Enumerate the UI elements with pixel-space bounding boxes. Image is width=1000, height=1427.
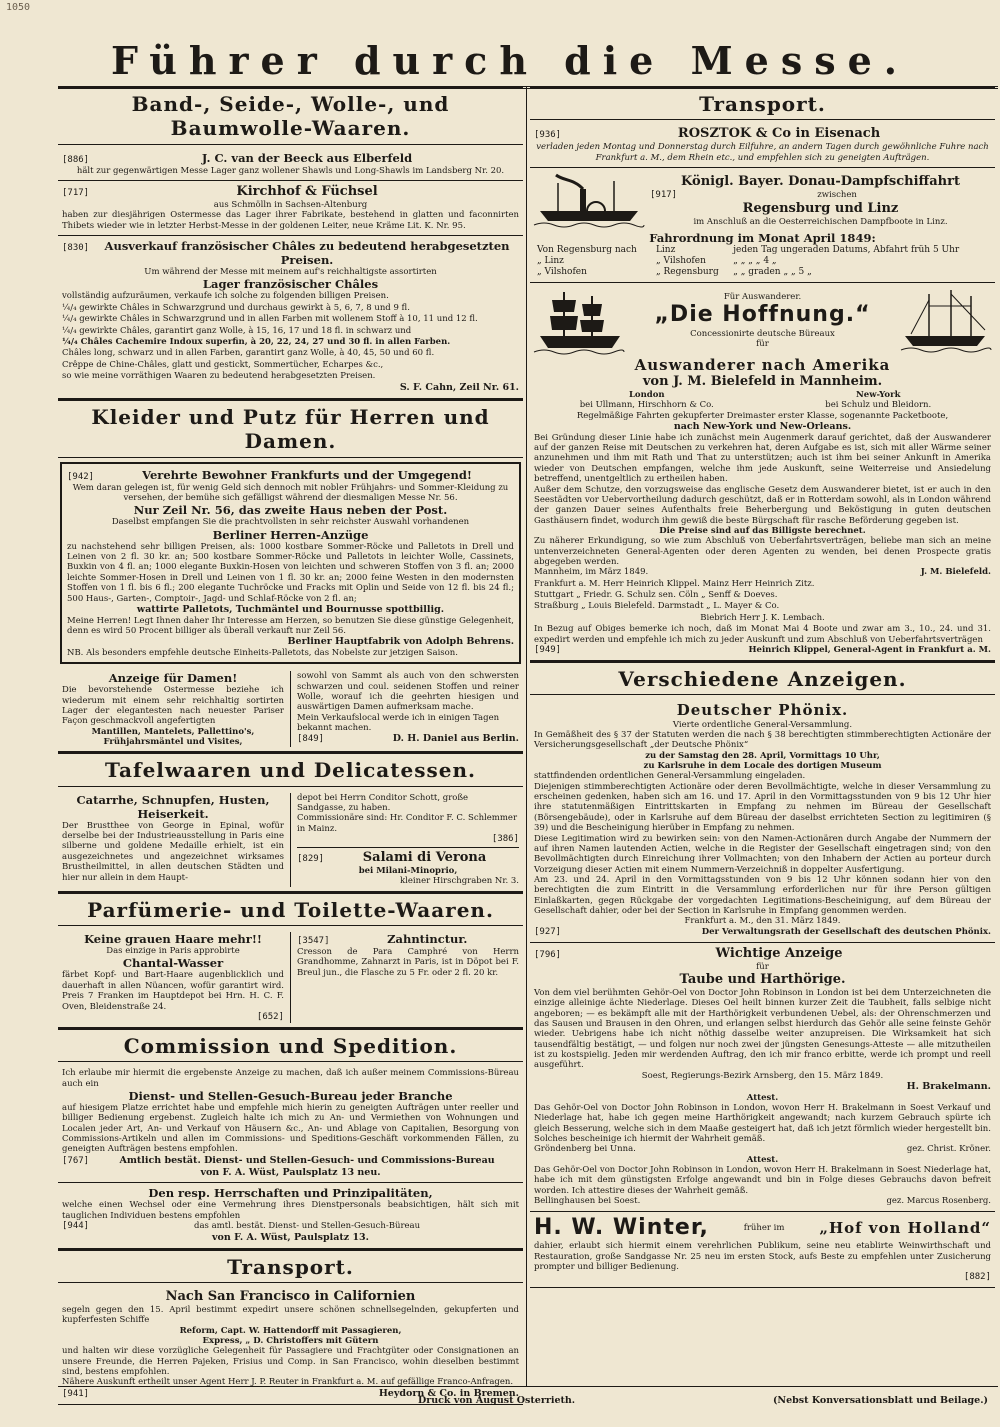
ad-text: Ich erlaube mir hiermit die ergebenste Anzeige zu machen, daß ich außer meinem Commissions-Büreau auch ein — [62, 1068, 519, 1089]
ad-heading: „Die Hoffnung.“ — [654, 302, 871, 328]
ad-heading: Zahntinctur. — [387, 932, 468, 947]
ad-text: Wem daran gelegen ist, für wenig Geld sich dennoch mit nobler Frühjahrs- und Sommer-Kleidung zu versehen, der bemühe sich gefälligst während der diesmaligen Messe Nr. 56. — [72, 482, 509, 504]
ad-text: zwischen — [817, 190, 857, 201]
ad-text: In Bezug auf Obiges bemerke ich noch, daß im Monat Mai 4 Boote und zwar am 3., 10., 24. und 31. expedirt werden und empfehle ich mich zu jeder Auskunft und zum Abschluß von Ueberfahrtsverträgen — [534, 624, 991, 645]
agent-list — [534, 579, 991, 623]
ad-number: [3547] — [297, 936, 330, 947]
ad-signature: Der Verwaltungsrath der Gesellschaft des deutschen Phönix. — [701, 926, 991, 937]
right-column — [530, 86, 995, 1386]
schedule-cell: jeden Tag ungeraden Datums, Abfahrt früh 5 Uhr — [733, 244, 960, 255]
section-title-textiles: Band-, Seide-, Wolle-, und Baumwolle-Waaren. — [58, 86, 523, 145]
ad-catarrh — [62, 793, 284, 887]
ad-text: zu nachstehend sehr billigen Preisen, als: 1000 kostbare Sommer-Röcke und Palletots in Drell und Leinen von 2 fl. 30 kr. an; 500 kostbare Sommer-Röcke und Palletots in leichter Wolle, Cassinets, Buxkin von 4 fl. an; 1000 elegante Buxkin-Hosen von leichten und schweren Stoffen von 3 fl. an; 2000 leichte Sommer-Hosen in Drell und Leinen von 1 fl. 30 kr. an; 2000 feine Westen in den modernsten Stoffen von 1 fl. bis 6 fl.; 200 elegante Tuchröcke und Fracks mit Oplin und Seide von 12 fl. bis 24 fl.; 500 Haus-, Garten-, Comptoir-, Jagd- und Schlaf-Röcke von 2 fl. an; — [67, 541, 514, 604]
price-line: so wie meine vorräthigen Waaren zu bedeutend herabgesetzten Preisen. — [62, 370, 376, 381]
ad-number: [917] — [650, 190, 678, 201]
ad-text: früher im — [743, 1222, 785, 1233]
price-line: ¼/₄ gewirkte Châles in Schwarzgrund und in allen Farben mit wollenem Stoff à 10, 11 und 12 fl. — [62, 314, 478, 325]
ad-text: segeln gegen den 15. April bestimmt expedirt unsere schönen schnellsegelnden, gekupferten und kupferfesten Schiffe — [62, 1304, 519, 1326]
ad-hoffnung — [530, 283, 995, 661]
ad-heading: Wichtige Anzeige — [715, 945, 843, 961]
ad-number: [652] — [256, 1011, 284, 1022]
ad-text: dahier, erlaubt sich hiermit einem verehrlichen Publikum, seine neu etablirte Weinwirthschaft und Restauration, große Sandgasse Nr. 25 neu im ersten Stock, aufs Beste zu empfehlen unter Zusicherung prompter und billiger Bedienung. — [534, 1241, 991, 1273]
ad-number: [849] — [297, 734, 325, 745]
column-divider — [526, 86, 527, 1386]
price-line: ¼/₄ gewirkte Châles, garantirt ganz Wolle, à 15, 16, 17 und 18 fl. in schwarz und — [62, 325, 412, 336]
ad-text: verladen jeden Montag und Donnerstag durch Eilfuhre, an andern Tagen durch gewöhnliche Fuhre nach Frankfurt a. M., dem Rhein etc., und empfehlen sich zu geneigten Aufträgen. — [536, 142, 989, 163]
schedule-cell: „ Regensburg — [655, 266, 719, 277]
ad-zahn — [290, 932, 519, 1023]
price-list — [62, 303, 519, 382]
ad-donau — [530, 168, 995, 283]
ad-heading: Salami di Verona — [362, 850, 487, 866]
section-title-commission: Commission und Spedition. — [58, 1028, 523, 1062]
ad-subheading: „Hof von Holland“ — [819, 1218, 991, 1237]
schedule-cell: „ „ „ „ 4 „ — [733, 255, 777, 266]
ad-wuest-2 — [58, 1183, 523, 1248]
ad-text: Die bevorstehende Ostermesse beziehe ich wiederum mit einem sehr reichhaltig sortirten Lager der elegantesten nach neuester Pariser Façon geschmackvoll angefertigten — [62, 685, 284, 727]
ad-text: Von dem viel berühmten Gehör-Oel von Doctor John Robinson in London ist bei dem Unterzeichneten die einzige alleinige ächte Niederlage. Dieses Oel heilt binnen kurzer Zeit die Taubheit, falls selbige nicht angeboren; — es bekämpft alle mit der Harthörigkeit verbundenen Uebel, als: der Ohrenschmerzen und das Sausen und Brausen in den Ohren, und erlangen selbst hierdurch das Gehör alle seine feinste Gehör wieder. Uebrigens habe ich nicht nöthig dasselbe weiter anzupreisen. Die Wirksamkeit hat sich tausendfältig bestätigt, — und folgen nur noch zwei der jüngsten Genesungs-Atteste — alle mitzutheilen ist zu kostspielig. Jeden mir werdenden Auftrag, den ich mir franco erbitte, werde ich prompt und reell ausgeführt. — [534, 987, 991, 1071]
ad-text: Mein Verkaufslocal werde ich in einigen Tagen bekannt machen. — [297, 712, 500, 733]
ad-number: [927] — [534, 926, 562, 937]
ad-heading: Kirchhof & Füchsel — [236, 184, 378, 200]
ad-text: Regelmäßige Fahrten gekupferter Dreimaster erster Klasse, sogenannte Packetboote, — [576, 410, 949, 421]
ad-text: im Anschluß an die Oesterreichischen Dampfboote in Linz. — [693, 217, 948, 228]
agent-city: New-York — [856, 390, 901, 401]
ad-number: [942] — [67, 471, 95, 482]
ad-perfumery — [58, 929, 523, 1028]
ad-text: Daselbst empfangen Sie die prachtvollsten in sehr reichster Auswahl vorhandenen — [111, 517, 470, 528]
ad-signature: von F. A. Wüst, Paulsplatz 13. — [212, 1232, 369, 1244]
ad-text: Cresson de Para Camphré von Herrn Grandhomme, Zahnarzt in Paris, ist in Döpot bei F. Breul jun., die Flasche zu 5 Fr. oder 2 fl. 20 kr. — [297, 947, 519, 978]
ad-cahn — [58, 236, 523, 399]
ad-heading: Ausverkauf französischer Châles zu bedeutend herabgesetzten Preisen. — [104, 239, 510, 268]
ad-text: für — [756, 339, 769, 350]
ad-subheading: Auswanderer nach Amerika — [634, 355, 891, 374]
printer-imprint: Druck von August Osterrieth. — [418, 1395, 576, 1406]
sailing-ship-left-icon — [534, 286, 624, 356]
schedule-row — [534, 256, 991, 267]
ad-number: [796] — [534, 949, 562, 960]
ship-line: Reform, Capt. W. Hattendorff mit Passagieren, — [179, 1325, 402, 1336]
ad-daniel-right — [290, 671, 519, 747]
sailing-ship-right-icon — [901, 286, 991, 356]
section-title-transport-right: Transport. — [530, 86, 995, 120]
ad-heading: J. C. van der Beeck aus Elberfeld — [201, 150, 413, 165]
ad-text: Concessionirte deutsche Büreaux — [690, 329, 835, 340]
schedule-heading: Fahrordnung im Monat April 1849: — [649, 230, 876, 245]
agent-city: London — [628, 390, 665, 401]
ad-number: [717] — [62, 188, 90, 199]
ad-signature: Berliner Hauptfabrik von Adolph Behrens. — [287, 636, 514, 648]
ad-text: hält zur gegenwärtigen Messe Lager ganz wollener Shawls und Long-Shawls im Landsberg Nr. 20. — [76, 165, 505, 176]
ad-catarrh-verona — [58, 790, 523, 892]
ad-text: Der Brustthee von George in Epinal, wofür derselbe bei der Industrieausstellung in Paris eine silberne und goldene Medaille erhielt, ist ein ausgezeichnetes und angezeichnet wirksames Brustheilmittel, in allen deutschen Städten und hier nur allein in dem Haupt- — [62, 820, 284, 883]
ad-date: Soest, Regierungs-Bezirk Arnsberg, den 15. März 1849. — [641, 1070, 884, 1081]
ad-heading: Dienst- und Stellen-Gesuch-Bureau jeder Branche — [128, 1089, 453, 1103]
price-line: Châles long, schwarz und in allen Farben, garantirt ganz Wolle, à 40, 45, 50 und 60 fl. — [62, 348, 435, 359]
page-footer — [58, 1386, 998, 1406]
ad-kirchhof — [58, 181, 523, 236]
ship-line: Express, „ D. Christoffers mit Gütern — [202, 1335, 379, 1346]
ad-number: [936] — [534, 130, 562, 141]
ad-rosztok — [530, 123, 995, 168]
ad-text: Zu näherer Erkundigung, so wie zum Abschluß von Ueberfahrtsverträgen, beliebe man sich an meine untenverzeichneten General-Agenten oder deren Agenten zu wenden, bei denen Prospecte gratis abgegeben werden. — [534, 536, 991, 568]
ad-date: Mannheim, im März 1849. — [534, 567, 649, 578]
ad-text: Das einzige in Paris approbirte — [106, 946, 240, 957]
ad-text: Um während der Messe mit meinem auf's reichhaltigste assortirten — [144, 267, 437, 278]
ad-beeck — [58, 148, 523, 181]
attest-signature: gez. Christ. Kröner. — [906, 1144, 991, 1155]
supplement-note: (Nebst Konversationsblatt und Beilage.) — [772, 1395, 988, 1406]
ad-note: NB. Als besonders empfehle deutsche Einheits-Palletots, das Nobelste zur jetzigen Saison. — [67, 647, 458, 658]
ad-haare — [62, 932, 284, 1023]
ad-text: Außer dem Schutze, den vorzugsweise das englische Gesetz dem Auswanderer bietet, ist er auch in den Seestädten vor Uebervortheilung dadurch geschützt, daß er in Rotterdam sowohl, als in London während der ganzen Dauer seines Aufenthalts freie Beherbergung und Beköstigung in guten deutschen Gasthäusern findet, wodurch ihm gewiß die beste Bürgschaft für rasche Beförderung gegeben ist. — [534, 484, 991, 526]
ad-number: [830] — [62, 243, 90, 254]
masthead-title: Führer durch die Messe. — [110, 38, 910, 83]
price-line: Crêppe de Chine-Châles, glatt und gestickt, Sommertücher, Echarpes &c., — [62, 359, 384, 370]
ad-text: Nähere Auskunft ertheilt unser Agent Herr J. P. Reuter in Frankfurt a. M. auf gefällige Franco-Anfragen. — [62, 1377, 514, 1388]
price-line: ¼/₄ gewirkte Châles in Schwarzgrund und durchaus gewirkt à 5, 6, 7, 8 und 9 fl. — [62, 302, 410, 313]
ad-subheading: zu der Samstag den 28. April, Vormittags 10 Uhr, — [645, 750, 880, 761]
ad-subheading: Lager französischer Châles — [202, 277, 379, 292]
ad-winter — [530, 1212, 995, 1289]
attest-place: Gröndenberg bei Unna. — [534, 1144, 636, 1155]
ad-daniel — [58, 668, 523, 752]
ad-subheading: von J. M. Bielefeld in Mannheim. — [642, 374, 883, 390]
ad-daniel-left — [62, 671, 284, 747]
section-title-clothing: Kleider und Putz für Herren und Damen. — [58, 399, 523, 458]
schedule-cell: „ „ graden „ „ 5 „ — [733, 266, 812, 277]
ad-taube — [530, 943, 995, 1212]
schedule-cell: „ Linz — [537, 255, 564, 266]
ad-number: [386] — [491, 834, 519, 845]
ad-heading: Königl. Bayer. Donau-Dampfschiffahrt — [681, 174, 960, 190]
attest-heading: Attest. — [746, 1092, 779, 1103]
ad-wuest-1 — [58, 1065, 523, 1183]
ad-text: für — [756, 961, 769, 972]
ad-text: Am 23. und 24. April in den Vormittagsstunden von 9 bis 12 Uhr können sodann hier von den berechtigten die zum Eintritt in die Versammlung erforderlichen nur für ihre Person gültigen Einlaßkarten, gegen Rückgabe der vorgedachten Legitimations-Bescheinigung, auf dem Büreau der Gesellschaft dahier, oder bei der Section in Karlsruhe in Empfang genommen werden. — [534, 874, 991, 917]
ad-subheading: zu Karlsruhe in dem Locale des dortigen Museum — [643, 760, 882, 771]
section-title-transport-left: Transport. — [58, 1249, 523, 1283]
ad-number: [941] — [62, 1388, 90, 1399]
ad-text: und halten wir diese vorzügliche Gelegenheit für Passagiere und Frachtgüter oder Consignationen an unsere Freunde, die Herren Pajeken, Frisius und Comp. in San Francisco, wohin dieselben bestimmt sind, bestens empfohlen. — [62, 1346, 519, 1378]
ad-subheading: Amtlich bestät. Dienst- und Stellen-Gesuch- und Commissions-Bureau — [119, 1154, 495, 1166]
ad-subheading: Nur Zeil Nr. 56, das zweite Haus neben der Post. — [133, 503, 448, 518]
ad-signature: Heinrich Klippel, General-Agent in Frankfurt a. M. — [748, 644, 991, 655]
ad-signature: von F. A. Wüst, Paulsplatz 13 neu. — [200, 1166, 381, 1178]
ad-text: Für Auswanderer. — [723, 291, 802, 302]
ad-number: [944] — [62, 1221, 90, 1232]
ad-text: haben zur diesjährigen Ostermesse das Lager ihrer Fabrikate, bestehend in glatten und faconnirten Thibets wieder wie in letzter Herbst-Messe in der goldenen Leiter, neue Kräme Lit. K. Nr. 95. — [62, 210, 519, 231]
ad-date: Frankfurt a. M., den 31. März 1849. — [684, 916, 841, 927]
left-column — [58, 86, 523, 1399]
ad-text: In Gemäßheit des § 37 der Statuten werden die nach § 38 berechtigten stimmberechtigten Actionäre der Versicherungsgesellschaft „der Deutsche Phönix“ — [534, 729, 991, 751]
attest-place: Bellinghausen bei Soest. — [534, 1196, 641, 1207]
ad-signature: D. H. Daniel aus Berlin. — [392, 733, 519, 745]
ad-subheading: wattirte Palletots, Tuchmäntel und Bournusse spottbillig. — [136, 603, 445, 615]
ad-heading: Anzeige für Damen! — [108, 671, 238, 686]
ad-phoenix — [530, 698, 995, 942]
steamship-icon — [534, 171, 644, 231]
ad-text: Diese Legitimation wird zu bewirken sein: von den Namen-Actionären durch Angabe der Nummern der auf ihren Namen lautenden Actien, welche in die Register der Gesellschaft eingetragen sind; von den Bevollmächtigten durch Einreichung ihrer Vollmachten; von den Inhabern der Actien au porteur durch Vorzeigung dieser Actien mit einem Nummern-Verzeichniß in doppelter Ausfertigung. — [534, 833, 991, 875]
ad-text: depot bei Herrn Conditor Schott, große Sandgasse, zu haben. — [297, 792, 469, 814]
schedule-row — [534, 267, 991, 278]
ad-number: [882] — [963, 1272, 991, 1283]
agent-line: Stuttgart „ Friedr. G. Schulz sen. Cöln „ Senff & Doeves. — [534, 590, 778, 601]
ad-subheading: Berliner Herren-Anzüge — [212, 527, 369, 542]
ad-heading: Keine grauen Haare mehr!! — [84, 932, 262, 947]
attest-text: Das Gehör-Oel von Doctor John Robinson in London, wovon Herr H. Brakelmann in Soest Niederlage hat, habe ich mit dem günstigsten Erfolge angewandt und bin in Folge dieses Gebrauchs davon befreit worden. Ich attestire dieses der Wahrheit gemäß. — [534, 1165, 991, 1196]
attest-heading: Attest. — [746, 1154, 779, 1165]
ad-heading: Deutscher Phönix. — [676, 701, 849, 720]
ad-heading: H. W. Winter, — [534, 1214, 709, 1240]
ad-heading: ROSZTOK & Co in Eisenach — [677, 126, 881, 142]
ad-text: welche einen Wechsel oder eine Vermehrung ihres Dienstpersonals beabsichtigen, hält sich mit tauglichen Individuen bestens empfohlen — [62, 1200, 519, 1221]
ad-behrens — [60, 462, 521, 664]
ad-subheading: Vierte ordentliche General-Versammlung. — [672, 719, 853, 730]
ad-subheading: bei Milani-Minoprio, — [358, 865, 458, 876]
agent-name: bei Ullmann, Hirschhorn & Co. — [579, 400, 714, 411]
ad-heading: Den resp. Herrschaften und Prinzipalitäten, — [148, 1186, 433, 1201]
schedule-row — [534, 245, 991, 256]
ad-number: [949] — [534, 644, 562, 655]
ad-subheading: Mantillen, Mantelets, Pallettino's, Frühjahrsmäntel und Visites, — [91, 726, 255, 747]
section-title-delicatessen: Tafelwaaren und Delicatessen. — [58, 752, 523, 786]
ad-heading: Verehrte Bewohner Frankfurts und der Umgegend! — [142, 467, 472, 482]
agent-line: Biebrich Herr J. K. Lembach. — [700, 612, 825, 623]
attest-text: Das Gehör-Oel von Doctor John Robinson in London, wovon Herr H. Brakelmann in Soest Verkauf und Niederlage hat, habe ich gegen meine Harthörigkeit angewandt; nach kurzem Gebrauch spürte ich gleich Besserung, welche sich in dem Maaße gesteigert hat, daß ich jetzt förmlich wieder hergestellt bin. Solches bescheinige ich hiermit der Wahrheit gemäß. — [534, 1102, 991, 1145]
ad-text: Commissionäre sind: Hr. Conditor F. C. Schlemmer in Mainz. — [297, 813, 518, 834]
section-title-perfumery: Parfümerie- und Toilette-Waaren. — [58, 892, 523, 926]
ad-text: kleiner Hirschgraben Nr. 3. — [400, 876, 519, 887]
ad-signature: Heydorn & Co. in Bremen. — [378, 1387, 519, 1399]
ad-text: Bei Gründung dieser Linie habe ich zunächst mein Augenmerk darauf gerichtet, daß der Auswanderer auf der ganzen Reise mit Deutschen zu verkehren hat, deren Aufgabe es ist, sich mit aller Wärme seiner anzunehmen und ihm mit Rath und That zu unterstützen; auch ist ihm bei seiner Ankunft in Amerika wieder von Deutschen empfangen, welche ihm jede Auskunft, seine Weiterreise und Ansiedelung betreffend, unentgeltlich zu ertheilen haben. — [534, 432, 991, 485]
ad-text: Meine Herren! Legt Ihnen daher Ihr Interesse am Herzen, so benutzen Sie diese günstige Gelegenheit, denn es wird 50 Procent billiger als überall verkauft nur Zeil 56. — [67, 615, 514, 636]
schedule-cell: Von Regensburg nach — [537, 244, 637, 255]
schedule-cell: „ Vilshofen — [655, 255, 706, 266]
ad-text: färbet Kopf- und Bart-Haare augenblicklich und dauerhaft in allen Nüancen, wofür garantirt wird. Preis 7 Franken im Hauptdepot bei Hrn. H. C. F. Oven, Bleidenstraße 24. — [62, 970, 284, 1012]
ad-text: vollständig aufzuräumen, verkaufe ich solche zu folgenden billigen Preisen. — [62, 291, 389, 302]
ad-subheading: nach New-York und New-Orleans. — [673, 421, 852, 433]
ad-text: Die Preise sind auf das Billigste berechnet. — [659, 525, 866, 536]
agent-name: bei Schulz und Bleidorn. — [825, 400, 932, 411]
ad-signature: H. Brakelmann. — [906, 1081, 991, 1093]
ad-subheading: Chantal-Wasser — [122, 956, 224, 971]
ad-heading: Nach San Francisco in Californien — [165, 1289, 416, 1305]
ad-subheading: aus Schmölln in Sachsen-Altenburg — [213, 199, 368, 210]
ad-text: Diejenigen stimmberechtigten Actionäre oder deren Bevollmächtigte, welche in dieser Versammlung zu erscheinen gedenken, haben sich am 16. und 17. April in den Vormittagsstunden von 9 bis 12 Uhr hier ihre statutenmäßigen Eintrittskarten in Empfang zu nehmen im Büreau der Gesellschaft (Börsengebäude), oder in Karlsruhe auf dem Büreau der daselbst errichteten Section zu legitimiren (§ 39) und die Bescheinigung hierüber in Empfang zu nehmen. — [534, 781, 991, 834]
schedule-cell: Linz — [655, 244, 676, 255]
ad-number: [829] — [297, 854, 325, 865]
agent-line: Straßburg „ Louis Bielefeld. Darmstadt „ L. Mayer & Co. — [534, 601, 780, 612]
ad-text: das amtl. bestät. Dienst- und Stellen-Gesuch-Büreau — [194, 1221, 421, 1232]
agent-line: Frankfurt a. M. Herr Heinrich Klippel. Mainz Herr Heinrich Zitz. — [534, 578, 815, 589]
ad-subheading: Taube und Harthörige. — [679, 971, 846, 987]
ad-text: sowohl von Sammt als auch von den schwersten schwarzen und coul. seidenen Stoffen und reiner Wolle, worauf ich die geehrten hiesigen und auswärtigen Damen aufmerksam mache. — [297, 671, 519, 713]
section-title-misc: Verschiedene Anzeigen. — [530, 661, 995, 695]
ad-number: [767] — [62, 1155, 90, 1166]
attest-signature: gez. Marcus Rosenberg. — [886, 1196, 991, 1207]
ad-catarrh-cont — [290, 793, 519, 887]
ad-signature: S. F. Cahn, Zeil Nr. 61. — [399, 382, 519, 394]
ad-number: [886] — [62, 154, 90, 165]
schedule-table — [534, 245, 991, 278]
ad-text: stattfindenden ordentlichen General-Versammlung eingeladen. — [534, 771, 806, 782]
schedule-cell: „ Vilshofen — [537, 266, 587, 277]
ad-text: auf hiesigem Platze errichtet habe und empfehle mich hierin zu geneigten Aufträgen unter reeller und billiger Bedienung ergebenst. Zugleich halte ich mich zu An- und Vermiethen von Wohnungen und Localen jeder Art, An- und Verkauf von Häusern &c., An- und Ablage von Capitalien, Besorgung von Commissions-Artikeln und allen im Commissions- und Speditions-Geschäft vorkommenden Fällen, zu geneigten Aufträgen bestens empfohlen. — [62, 1103, 519, 1155]
page-number-stamp: 1050 — [6, 2, 31, 13]
ad-signature: J. M. Bielefeld. — [920, 567, 991, 578]
price-line: ¼/₄ Châles Cachemire Indoux superfin, à 20, 22, 24, 27 und 30 fl. in allen Farben. — [62, 336, 451, 347]
ad-subheading: Regensburg und Linz — [742, 201, 899, 217]
ad-heading: Catarrhe, Schnupfen, Husten, Heiserkeit. — [76, 792, 270, 821]
